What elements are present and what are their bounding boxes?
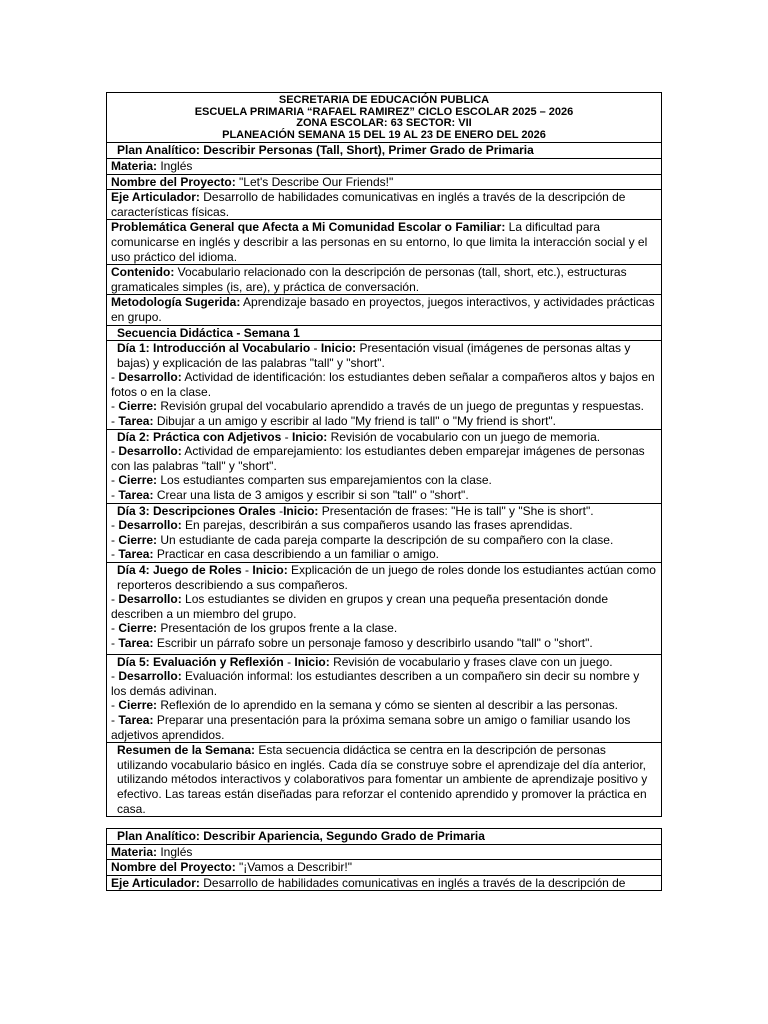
plan-table-2 bbox=[106, 828, 662, 891]
eje-row: Eje Articulador: Desarrollo de habilidades comunicativas en inglés a través de la descripción de características físicas. bbox=[107, 190, 662, 220]
dia-5-block: Día 5: Evaluación y Reflexión - Inicio: Revisión de vocabulario y frases clave con un juego. - Desarrollo: Evaluación informal: los estudiantes describen a un compañero sin decir su nombre y los demás adivinan. - Cierre: Reflexión de lo aprendido en la semana y cómo se sienten al describir a las personas. - Tarea: Preparar una presentación para la próxima semana sobre un amigo o familiar usando los adjetivos aprendidos. bbox=[107, 654, 662, 743]
plan-2-title: Plan Analítico: Describir Apariencia, Segundo Grado de Primaria bbox=[107, 829, 662, 845]
materia-row: Materia: Inglés bbox=[107, 158, 662, 174]
resumen-semana: Resumen de la Semana: Esta secuencia didáctica se centra en la descripción de personas utilizando vocabulario básico en inglés. Cada día se construye sobre el aprendizaje del día anterior, utilizando métodos interactivos y colaborativos para fomentar un ambiente de aprendizaje positivo y efectivo. Las tareas están diseñadas para reforzar el contenido aprendido y promover la práctica en casa. bbox=[107, 743, 662, 817]
header-line-1: SECRETARIA DE EDUCACIÓN PUBLICA bbox=[278, 94, 490, 106]
dia-1-block: Día 1: Introducción al Vocabulario - Inicio: Presentación visual (imágenes de personas altas y bajas) y explicación de las palabras "tall" y "short". - Desarrollo: Actividad de identificación: los estudiantes deben señalar a compañeros altos y bajos en fotos o en la clase. - Cierre: Revisión grupal del vocabulario aprendido a través de un juego de preguntas y respuestas. - Tarea: Dibujar a un amigo y escribir al lado "My friend is tall" o "My friend is short". bbox=[107, 341, 662, 430]
plan-title: Plan Analítico: Describir Personas (Tall, Short), Primer Grado de Primaria bbox=[107, 143, 662, 159]
plan-2-eje-row: Eje Articulador: Desarrollo de habilidades comunicativas en inglés a través de la descripción de bbox=[107, 875, 662, 891]
header-line-4: PLANEACIÓN SEMANA 15 DEL 19 AL 23 DE ENERO DEL 2026 bbox=[222, 128, 546, 141]
dia-3-block: Día 3: Descripciones Orales -Inicio: Presentación de frases: "He is tall" y "She is short". - Desarrollo: En parejas, describirán a sus compañeros usando las frases aprendidas. - Cierre: Un estudiante de cada pareja comparte la descripción de su compañero con la clase. - Tarea: Practicar en casa describiendo a un familiar o amigo. bbox=[107, 503, 662, 562]
plan-table-1 bbox=[106, 92, 662, 817]
dia-2-block: Día 2: Práctica con Adjetivos - Inicio: Revisión de vocabulario con un juego de memoria. - Desarrollo: Actividad de emparejamiento: los estudiantes deben emparejar imágenes de personas con las palabras "tall" y "short". - Cierre: Los estudiantes comparten sus emparejamientos con la clase. - Tarea: Crear una lista de 3 amigos y escribir si son "tall" o "short". bbox=[107, 429, 662, 503]
contenido-row: Contenido: Vocabulario relacionado con la descripción de personas (tall, short, etc.), estructuras gramaticales simples (is, are), y práctica de conversación. bbox=[107, 265, 662, 295]
header-line-3: ZONA ESCOLAR: 63 SECTOR: VII bbox=[296, 117, 472, 130]
document-page bbox=[106, 92, 662, 891]
plan-2-materia-row: Materia: Inglés bbox=[107, 844, 662, 860]
dia-4-block: Día 4: Juego de Roles - Inicio: Explicación de un juego de roles donde los estudiantes actúan como reporteros describiendo a sus compañeros. - Desarrollo: Los estudiantes se dividen en grupos y crean una pequeña presentación donde describen a un miembro del grupo. - Cierre: Presentación de los grupos frente a la clase. - Tarea: Escribir un párrafo sobre un personaje famoso y describirlo usando "tall" o "short". bbox=[107, 563, 662, 655]
problematica-row: Problemática General que Afecta a Mi Comunidad Escolar o Familiar: La dificultad para comunicarse en inglés y describir a las personas en su entorno, lo que limita la interacción social y el uso práctico del idioma. bbox=[107, 220, 662, 265]
proyecto-row: Nombre del Proyecto: "Let's Describe Our Friends!" bbox=[107, 174, 662, 190]
school-header bbox=[107, 93, 662, 143]
secuencia-title: Secuencia Didáctica - Semana 1 bbox=[107, 325, 662, 341]
metodologia-row: Metodología Sugerida: Aprendizaje basado en proyectos, juegos interactivos, y actividades prácticas en grupo. bbox=[107, 295, 662, 325]
header-line-2: ESCUELA PRIMARIA “RAFAEL RAMIREZ” CICLO ESCOLAR 2025 – 2026 bbox=[194, 105, 574, 118]
plan-2-proyecto-row: Nombre del Proyecto: "¡Vamos a Describir!" bbox=[107, 860, 662, 876]
